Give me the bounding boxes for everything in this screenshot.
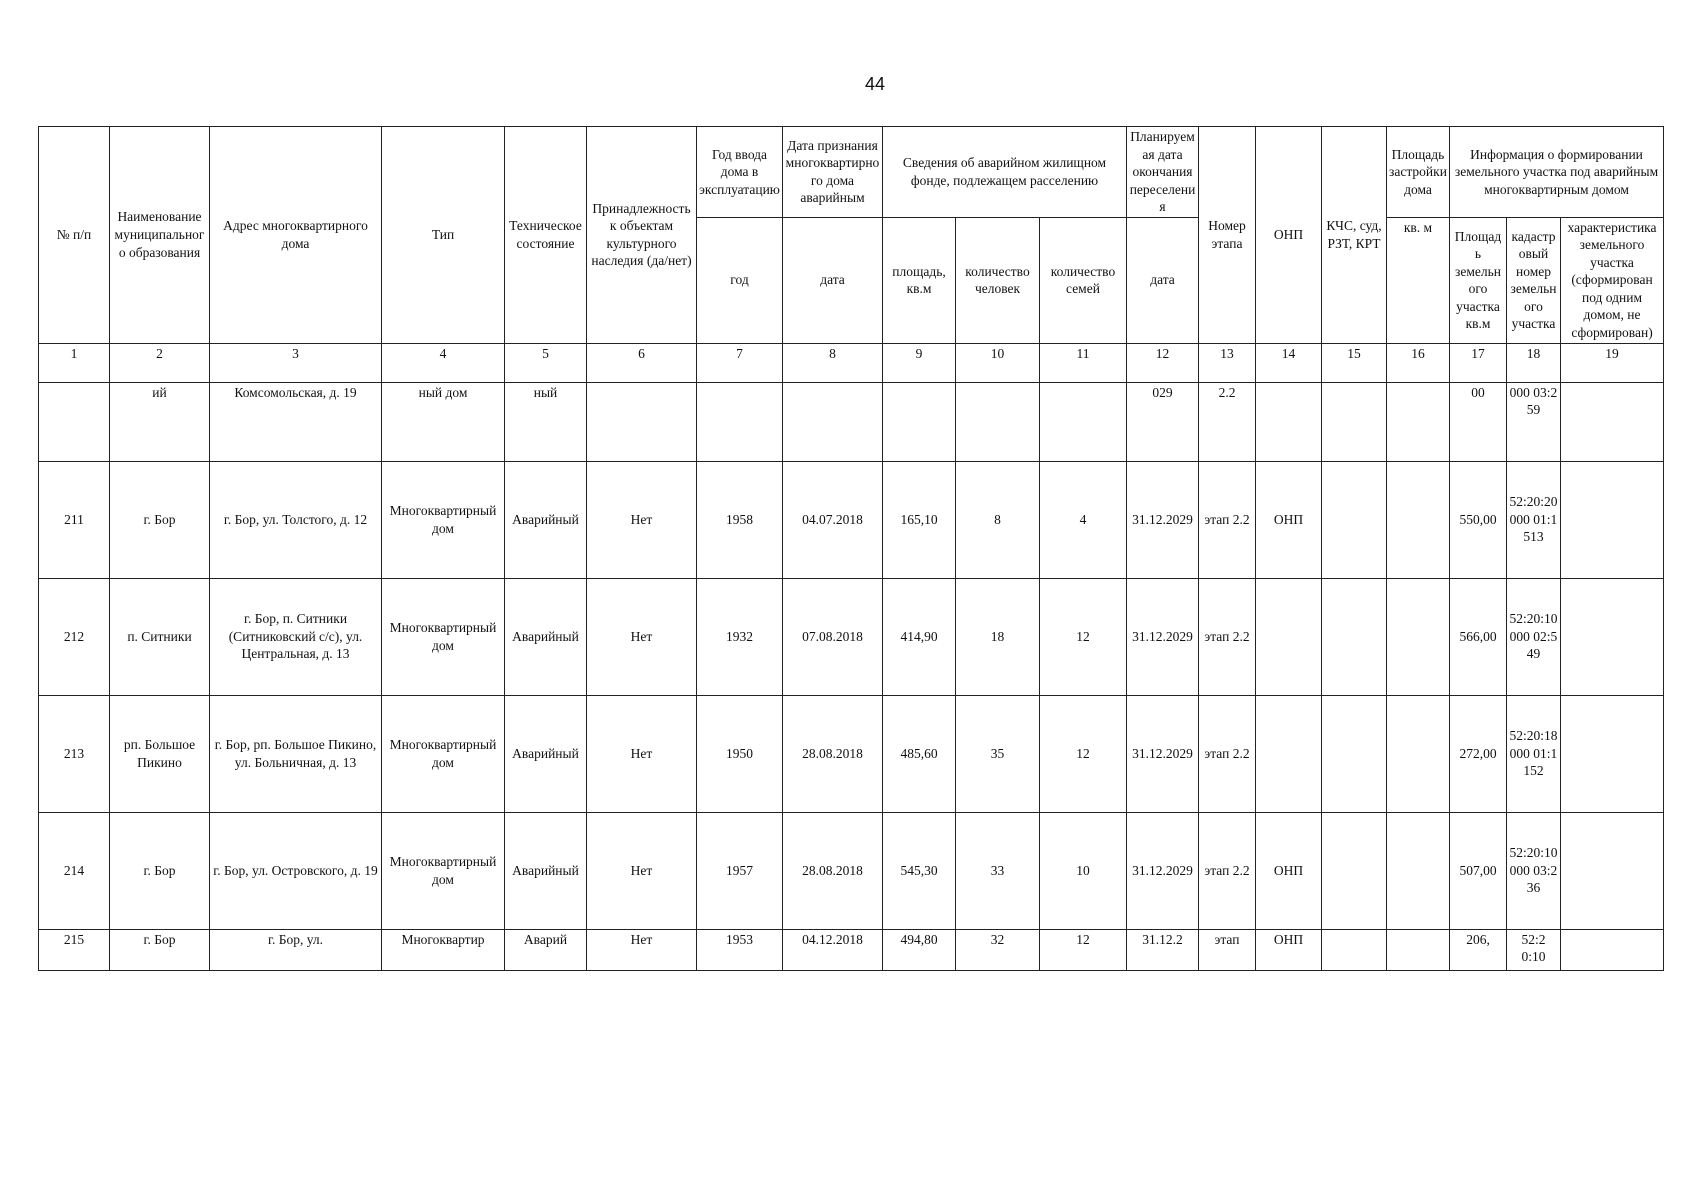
table-cell-date: 28.08.2018 xyxy=(783,695,883,812)
header-type: Тип xyxy=(382,127,505,344)
header-planned-end: Планируемая дата окончания переселения xyxy=(1127,127,1199,218)
cell xyxy=(39,382,110,461)
table-cell-char xyxy=(1561,461,1664,578)
table-cell-cad: 52:2 0:10 xyxy=(1507,929,1561,970)
table-cell-kchs xyxy=(1322,695,1387,812)
page-number: 44 xyxy=(864,74,886,94)
subheader-people: количество человек xyxy=(956,217,1040,343)
table-cell-land-area: 206, xyxy=(1450,929,1507,970)
header-year-built: Год ввода дома в эксплуатацию xyxy=(697,127,783,218)
column-number: 9 xyxy=(883,343,956,382)
table-cell-n: 212 xyxy=(39,578,110,695)
table-cell-mo: п. Ситники xyxy=(110,578,210,695)
table-cell-stage: этап 2.2 xyxy=(1199,812,1256,929)
table-cell-families: 10 xyxy=(1040,812,1127,929)
cell: 00 xyxy=(1450,382,1507,461)
header-land-area-unit: кв.м xyxy=(1465,316,1491,332)
table-cell-area: 414,90 xyxy=(883,578,956,695)
table-cell-addr: г. Бор, ул. Толстого, д. 12 xyxy=(210,461,382,578)
header-build-area: Площадь застройки дома xyxy=(1387,127,1450,218)
cell xyxy=(1322,382,1387,461)
table-cell-addr: г. Бор, ул. Островского, д. 19 xyxy=(210,812,382,929)
column-number: 7 xyxy=(697,343,783,382)
table-cell-stage: этап 2.2 xyxy=(1199,695,1256,812)
header-index: № п/п xyxy=(39,127,110,344)
column-number: 10 xyxy=(956,343,1040,382)
cell xyxy=(1256,382,1322,461)
table-cell-families: 12 xyxy=(1040,578,1127,695)
table-cell-addr: г. Бор, п. Ситники (Ситниковский с/с), ул. Центральная, д. 13 xyxy=(210,578,382,695)
table-cell-families: 4 xyxy=(1040,461,1127,578)
table-cell-type: Многоквартирный дом xyxy=(382,461,505,578)
table-cell-year: 1953 xyxy=(697,929,783,970)
table-cell-cad: 52:20:20 000 01:1 513 xyxy=(1507,461,1561,578)
table-cell-addr: г. Бор, рп. Большое Пикино, ул. Больничная, д. 13 xyxy=(210,695,382,812)
header-land-characteristic: характеристика земельного участка (сформирован под одним домом, не сформирован) xyxy=(1561,217,1664,343)
table-cell-build-area xyxy=(1387,461,1450,578)
header-heritage: Принадлежность к объектам культурного наследия (да/нет) xyxy=(587,127,697,344)
cell: ный дом xyxy=(382,382,505,461)
table-cell-empty xyxy=(1561,929,1664,970)
table-cell-onp: ОНП xyxy=(1256,812,1322,929)
column-number-row xyxy=(39,343,1664,382)
table-cell-state: Аварийный xyxy=(505,578,587,695)
header-kchs: КЧС, суд, РЗТ, КРТ xyxy=(1322,127,1387,344)
cell: 029 xyxy=(1127,382,1199,461)
table-row xyxy=(39,812,1664,929)
table-cell-stage: этап 2.2 xyxy=(1199,461,1256,578)
cell xyxy=(1040,382,1127,461)
cell: Комсомольская, д. 19 xyxy=(210,382,382,461)
table-cell-mo: г. Бор xyxy=(110,812,210,929)
header-land-area xyxy=(1450,217,1507,343)
table-cell-people: 32 xyxy=(956,929,1040,970)
table-cell-area: 494,80 xyxy=(883,929,956,970)
table-cell-build-area xyxy=(1387,578,1450,695)
table-cell-people: 18 xyxy=(956,578,1040,695)
subheader-families: количество семей xyxy=(1040,217,1127,343)
cell xyxy=(956,382,1040,461)
header-technical-state: Техническое состояние xyxy=(505,127,587,344)
table-cell-cad: 52:20:10 000 03:2 36 xyxy=(1507,812,1561,929)
table-cell-state: Аварийный xyxy=(505,812,587,929)
column-number: 8 xyxy=(783,343,883,382)
column-number: 14 xyxy=(1256,343,1322,382)
column-number: 19 xyxy=(1561,343,1664,382)
cell: 2.2 xyxy=(1199,382,1256,461)
table-cell-onp: ОНП xyxy=(1256,929,1322,970)
table-cell-onp xyxy=(1256,695,1322,812)
table-cell-n: 211 xyxy=(39,461,110,578)
table-cell-land-area: 272,00 xyxy=(1450,695,1507,812)
subheader-end-date: дата xyxy=(1127,217,1199,343)
emergency-housing-table xyxy=(38,126,1664,971)
table-cell-area: 485,60 xyxy=(883,695,956,812)
table-cell-date: 04.07.2018 xyxy=(783,461,883,578)
table-cell-state: Аварийный xyxy=(505,695,587,812)
table-cell-char xyxy=(1561,812,1664,929)
table-cell-land-area: 507,00 xyxy=(1450,812,1507,929)
header-land-area-label: Площадь земельного участка xyxy=(1454,228,1502,314)
table-cell-land-area: 550,00 xyxy=(1450,461,1507,578)
cell xyxy=(783,382,883,461)
table-cell-area: 545,30 xyxy=(883,812,956,929)
table-cell-char xyxy=(1561,578,1664,695)
table-cell-end: 31.12.2 xyxy=(1127,929,1199,970)
table-cell-heritage: Нет xyxy=(587,929,697,970)
table-cell-end: 31.12.2029 xyxy=(1127,812,1199,929)
table-cell-land-area: 566,00 xyxy=(1450,578,1507,695)
continuation-row xyxy=(39,382,1664,461)
header-emergency-date: Дата признания многоквартирного дома аварийным xyxy=(783,127,883,218)
table-cell-empty xyxy=(1387,929,1450,970)
table-cell-date: 04.12.2018 xyxy=(783,929,883,970)
header-address: Адрес многоквартирного дома xyxy=(210,127,382,344)
table-cell-mo: рп. Большое Пикино xyxy=(110,695,210,812)
table-cell-stage: этап 2.2 xyxy=(1199,578,1256,695)
column-number: 18 xyxy=(1507,343,1561,382)
table-cell-families: 12 xyxy=(1040,695,1127,812)
table-cell-type: Многоквартир xyxy=(382,929,505,970)
table-cell-year: 1957 xyxy=(697,812,783,929)
table-cell-heritage: Нет xyxy=(587,695,697,812)
cell xyxy=(1387,382,1450,461)
header-municipality: Наименование муниципального образования xyxy=(110,127,210,344)
table-cell-end: 31.12.2029 xyxy=(1127,461,1199,578)
table-cell-kchs xyxy=(1322,578,1387,695)
subheader-area: площадь, кв.м xyxy=(883,217,956,343)
table-cell-stage: этап xyxy=(1199,929,1256,970)
table-row xyxy=(39,695,1664,812)
table-cell-n: 214 xyxy=(39,812,110,929)
table-cell-date: 07.08.2018 xyxy=(783,578,883,695)
table-cell-kchs xyxy=(1322,812,1387,929)
table-cell-heritage: Нет xyxy=(587,461,697,578)
cell: ий xyxy=(110,382,210,461)
table-cell-onp: ОНП xyxy=(1256,461,1322,578)
table-cell-cad: 52:20:18 000 01:1 152 xyxy=(1507,695,1561,812)
column-number: 11 xyxy=(1040,343,1127,382)
column-number: 17 xyxy=(1450,343,1507,382)
table-cell-year: 1950 xyxy=(697,695,783,812)
cell xyxy=(1561,382,1664,461)
column-number: 1 xyxy=(39,343,110,382)
table-row-partial xyxy=(39,929,1664,970)
table-cell-mo: г. Бор xyxy=(110,461,210,578)
header-stage: Номер этапа xyxy=(1199,127,1256,344)
table-cell-type: Многоквартирный дом xyxy=(382,695,505,812)
column-number: 2 xyxy=(110,343,210,382)
table-cell-build-area xyxy=(1387,812,1450,929)
header-land-info: Информация о формировании земельного участка под аварийным многоквартирным домом xyxy=(1450,127,1664,218)
table-cell-area: 165,10 xyxy=(883,461,956,578)
table-cell-people: 33 xyxy=(956,812,1040,929)
column-number: 6 xyxy=(587,343,697,382)
table-cell-empty xyxy=(1322,929,1387,970)
table-cell-type: Многоквартирный дом xyxy=(382,812,505,929)
column-number: 16 xyxy=(1387,343,1450,382)
column-number: 15 xyxy=(1322,343,1387,382)
header-onp: ОНП xyxy=(1256,127,1322,344)
table-cell-onp xyxy=(1256,578,1322,695)
column-number: 4 xyxy=(382,343,505,382)
header-housing-info: Сведения об аварийном жилищном фонде, подлежащем расселению xyxy=(883,127,1127,218)
table-cell-families: 12 xyxy=(1040,929,1127,970)
cell: ный xyxy=(505,382,587,461)
cell xyxy=(587,382,697,461)
table-cell-char xyxy=(1561,695,1664,812)
table-cell-year: 1932 xyxy=(697,578,783,695)
table-cell-cad: 52:20:10 000 02:5 49 xyxy=(1507,578,1561,695)
table-cell-people: 35 xyxy=(956,695,1040,812)
table-cell-state: Аварийный xyxy=(505,461,587,578)
table-cell-state: Аварий xyxy=(505,929,587,970)
cell xyxy=(883,382,956,461)
table-cell-build-area xyxy=(1387,695,1450,812)
table-cell-kchs xyxy=(1322,461,1387,578)
table-cell-addr: г. Бор, ул. xyxy=(210,929,382,970)
column-number: 12 xyxy=(1127,343,1199,382)
subheader-build-area-unit: кв. м xyxy=(1387,217,1450,343)
cell xyxy=(697,382,783,461)
table-cell-n: 215 xyxy=(39,929,110,970)
table-cell-date: 28.08.2018 xyxy=(783,812,883,929)
table-cell-end: 31.12.2029 xyxy=(1127,695,1199,812)
table-cell-mo: г. Бор xyxy=(110,929,210,970)
column-number: 3 xyxy=(210,343,382,382)
cell: 000 03:2 59 xyxy=(1507,382,1561,461)
table-row xyxy=(39,461,1664,578)
column-number: 13 xyxy=(1199,343,1256,382)
table-cell-n: 213 xyxy=(39,695,110,812)
subheader-year: год xyxy=(697,217,783,343)
table-cell-end: 31.12.2029 xyxy=(1127,578,1199,695)
column-number: 5 xyxy=(505,343,587,382)
subheader-date: дата xyxy=(783,217,883,343)
table-cell-type: Многоквартирный дом xyxy=(382,578,505,695)
table-cell-heritage: Нет xyxy=(587,812,697,929)
table-cell-people: 8 xyxy=(956,461,1040,578)
table-cell-heritage: Нет xyxy=(587,578,697,695)
table-cell-year: 1958 xyxy=(697,461,783,578)
header-cadastral: кадастровый номер земельного участка xyxy=(1507,217,1561,343)
table-row xyxy=(39,578,1664,695)
